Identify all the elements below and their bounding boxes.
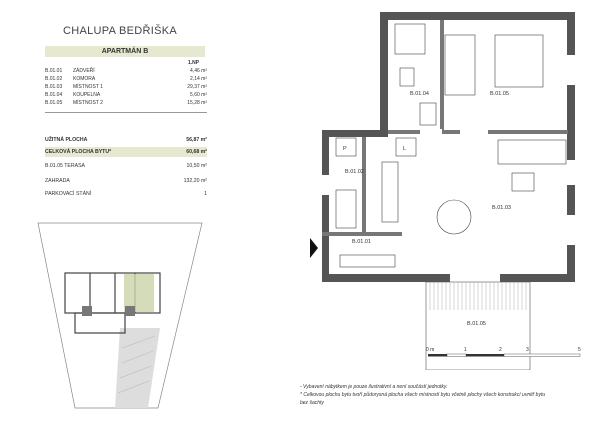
usable-area-row [45,135,207,145]
furniture [336,24,566,267]
footnote-area: * Celkovou plochu bytu tvoří půdorysná plocha všech místností bytu včetně plochy všech konstrukcí uvnitř bytu [300,392,546,398]
terrace-boards [430,282,526,310]
total-area-value: 60,68 m² [186,149,207,155]
garden-value: 132,20 m² [183,178,207,184]
parking-area [115,328,160,408]
wardrobe [336,190,356,228]
terrace-row [45,161,207,171]
usable-area-label: UŽITNÁ PLOCHA [45,137,88,143]
sink [395,24,425,54]
parking-value: 1 [204,191,207,197]
room-area: 2,14 m² [190,76,207,82]
coffee-table [512,173,534,191]
double-bed [495,35,543,87]
shoe-bench [340,255,395,267]
room-area: 5,60 m² [190,92,207,98]
room-name: MÍSTNOST 1 [73,84,103,90]
garden-row [45,176,207,186]
site-terraces [82,306,135,316]
room-row [45,99,207,107]
washing-machine [400,68,414,86]
entrance-arrow [310,238,318,258]
room-label-b0102: B.01.02 [345,169,364,175]
room-row [45,91,207,99]
scale-tick-5: 5 [578,347,581,353]
room-name: KOUPELNA [73,92,101,98]
floor-label: 1.NP [188,60,200,66]
room-area: 4,46 m² [190,68,207,74]
room-label-terrace: B.01.05 [467,321,486,327]
divider [45,112,207,113]
footnotes [300,383,590,407]
scale-tick-1: 1 [464,347,467,353]
terrace-value: 10,50 m² [186,163,207,169]
room-name: MÍSTNOST 2 [73,100,103,106]
page-title: CHALUPA BEDŘIŠKA [62,25,178,37]
garden-label: ZAHRADA [45,178,70,184]
parking-label: PARKOVACÍ STÁNÍ [45,191,92,197]
room-area: 29,37 m² [187,84,207,90]
apartment-heading: APARTMÁN B [45,46,205,57]
room-row [45,83,207,91]
scale-tick-3: 3 [526,347,529,353]
floor-plan [300,10,595,370]
cabinet-label-p: P [343,146,347,152]
site-plan [30,218,210,413]
room-label-b0101: B.01.01 [352,239,371,245]
cabinet-label-l: L [403,146,407,152]
room-code: B.01.02 [45,76,63,82]
footnote-area-cont: bez šachty [300,400,324,406]
room-code: B.01.03 [45,84,63,90]
footnote-furniture: - Vybavení nábytkem je pouze ilustrativní a není součástí jednotky. [300,384,448,390]
toilet [420,103,436,125]
usable-area-value: 56,87 m² [186,137,207,143]
kitchen-counter [382,162,398,222]
sofa [498,140,566,164]
room-label-b0103: B.01.03 [492,205,511,211]
dining-table [437,200,471,234]
room-area: 15,28 m² [187,100,207,106]
room-code: B.01.04 [45,92,63,98]
total-area-row [45,147,207,157]
scale-tick-0: 0 m [426,347,435,353]
total-area-label: CELKOVÁ PLOCHA BYTU* [45,149,112,155]
room-row [45,75,207,83]
scale-tick-2: 2 [499,347,502,353]
room-label-b0105: B.01.05 [490,91,509,97]
room-code: B.01.05 [45,100,63,106]
room-code: B.01.01 [45,68,63,74]
single-bed [445,35,475,95]
room-name: ZÁDVEŘÍ [73,68,95,74]
room-name: KOMORA [73,76,96,82]
terrace-label: B.01.05 TERASA [45,163,85,169]
room-row [45,67,207,75]
parking-row [45,189,207,199]
scale-bar [428,354,580,357]
room-label-b0104: B.01.04 [410,91,429,97]
